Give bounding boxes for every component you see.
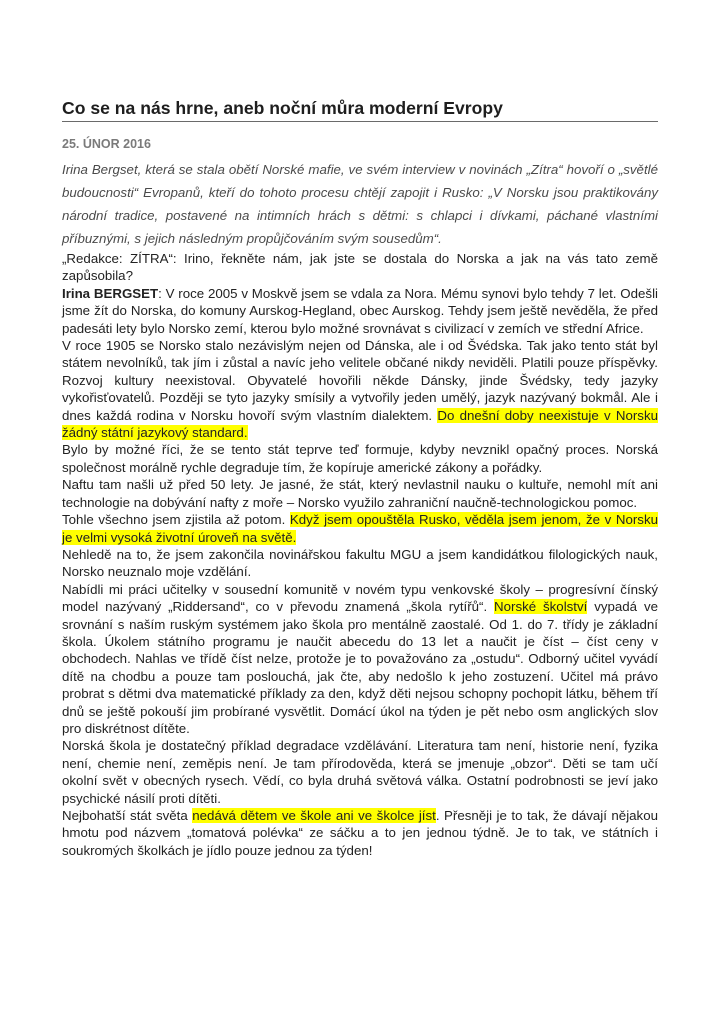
school-text-2: vypadá ve srovnání s naším ruským systémem jako škola pro mentálně zaostalé. Od 1. do 7. třídy je základní škola. Úkolem státního programu je naučit abecedu do 13 let a naučit je číst – číst ceny v obchodech. Nahlas ve třídě číst nelze, protože je to považováno za „ostudu“. Odborný učitel vyvádí dítě na chodbu a pouze tam poslouchá, jak čte, aby nedošlo k jeho zostuzení. Učitel má právo probrat s dětmi dva matematické příklady za den, když děti nejsou schopny pochopit látku, během tří dnů se ještě pokouší jim probírané vysvětlit. Domácí úkol na týden je pět nebo osm anglických slov pro diskrétnost dítěte. [62, 599, 658, 736]
paragraph-answer [62, 285, 658, 337]
article [62, 98, 658, 859]
speaker-name: Irina BERGSET [62, 285, 159, 301]
highlight-living-standard: Když jsem opouštěla Rusko, věděla jsem jenom, že v Norsku je velmi vysoká životní úroveň na světě. [62, 512, 658, 545]
article-intro: Irina Bergset, která se stala obětí Norské mafie, ve svém interview v novinách „Zítra“ hovoří o „světlé budoucnosti“ Evropanů, kteří do tohoto procesu chtějí zapojit i Rusko: „V Norsku jsou praktikovány národní tradice, postavené na intimních hrách s dětmi: s chlapci i dívkami, páchané vlastními příbuznými, s jejich následným propůjčováním svým sousedům“. [62, 162, 658, 246]
food-text-1: Nejbohatší stát světa [62, 808, 193, 823]
food-text-2: . Přesněji je to tak, že dávají nějakou hmotu pod názvem „tomatová polévka“ ze sáčku a to jen jednou týdně. Je to tak, ve státních i soukromých školkách je jídlo pouze jednou za týden! [62, 808, 658, 858]
paragraph-education: Nehledě na to, že jsem zakončila novinářskou fakultu MGU a jsem kandidátkou filologických nauk, Norsko neuznalo moje vzdělání. [62, 546, 658, 580]
paragraph-oil: Naftu tam našli už před 50 lety. Je jasné, že stát, který nevlastnil nauku o kultuře, nemohl mít ani technologie na dobývání nafty z moře – Norsko využilo zahraniční naučně-technologickou pomoc. [62, 477, 658, 510]
paragraph-leaving [62, 511, 658, 546]
paragraph-school [62, 581, 658, 738]
school-text-1: Nabídli mi práci učitelky v sousední komunitě v novém typu venkovské školy – progresívní čínský model nazývaný „Riddersand“, co v převodu znamená „škola rytířů“. [62, 581, 658, 615]
paragraph-history [62, 337, 658, 441]
highlight-language: Do dnešní doby neexistuje v Norsku žádný státní jazykový standard. [62, 407, 658, 441]
leaving-text: Tohle všechno jsem zjistila až potom. [62, 512, 290, 528]
article-date: 25. ÚNOR 2016 [62, 137, 151, 151]
answer-text: : V roce 2005 v Moskvě jsem se vdala za Nora. Mému synovi bylo tehdy 7 let. Odešli jsme žít do Norska, do komuny Aurskog-Hegland, obec Aurskog. Tehdy jsem ještě nevěděla, že před padesáti lety bylo Norsko zemí, kterou bylo možné srovnávat s civilizací v zemích ve střední Africe. [62, 285, 658, 336]
paragraph-subjects: Norská škola je dostatečný příklad degradace vzdělávání. Literatura tam není, historie není, fyzika není, chemie není, zeměpis není. Je tam přírodověda, která se jmenuje „obzor“. Děti se tam učí okolní svět v obecných rysech. Vědí, co byla druhá světová válka. Ostatní podrobnosti se jeví jako psychické násilí proti dítěti. [62, 738, 658, 806]
highlight-school: Norské školství [494, 599, 588, 615]
paragraph-food [62, 807, 658, 859]
article-body [62, 250, 658, 859]
highlight-food: nedává dětem ve škole ani ve školce jíst [192, 808, 436, 823]
paragraph-question: „Redakce: ZÍTRA“: Irino, řekněte nám, jak jste se dostala do Norska a jak na vás tato země zapůsobila? [62, 251, 658, 284]
article-title: Co se na nás hrne, aneb noční můra moderní Evropy [62, 98, 658, 122]
history-text: V roce 1905 se Norsko stalo nezávislým nejen od Dánska, ale i od Švédska. Tak jako tento stát byl státem nevolníků, tak jím i zůstal a navíc jeho velitele občané nikdy neviděli. Platili pouze příspěvky. Rozvoj kultury neexistoval. Obyvatelé hovořili někde Dánsky, jinde Švédsky, tedy jazyky vykořisťovatelů. Později se tyto jazyky smísily a vytvořily jeden umělý, jazyk nazývaný bokmål. Ale i dnes každá rodina v Norsku hovoří svým vlastním dialektem. [62, 338, 658, 423]
paragraph-degradation: Bylo by možné říci, že se tento stát teprve teď formuje, kdyby nevznikl opačný proces. Norská společnost morálně rychle degraduje tím, že kopíruje americké zákony a pořádky. [62, 442, 658, 475]
